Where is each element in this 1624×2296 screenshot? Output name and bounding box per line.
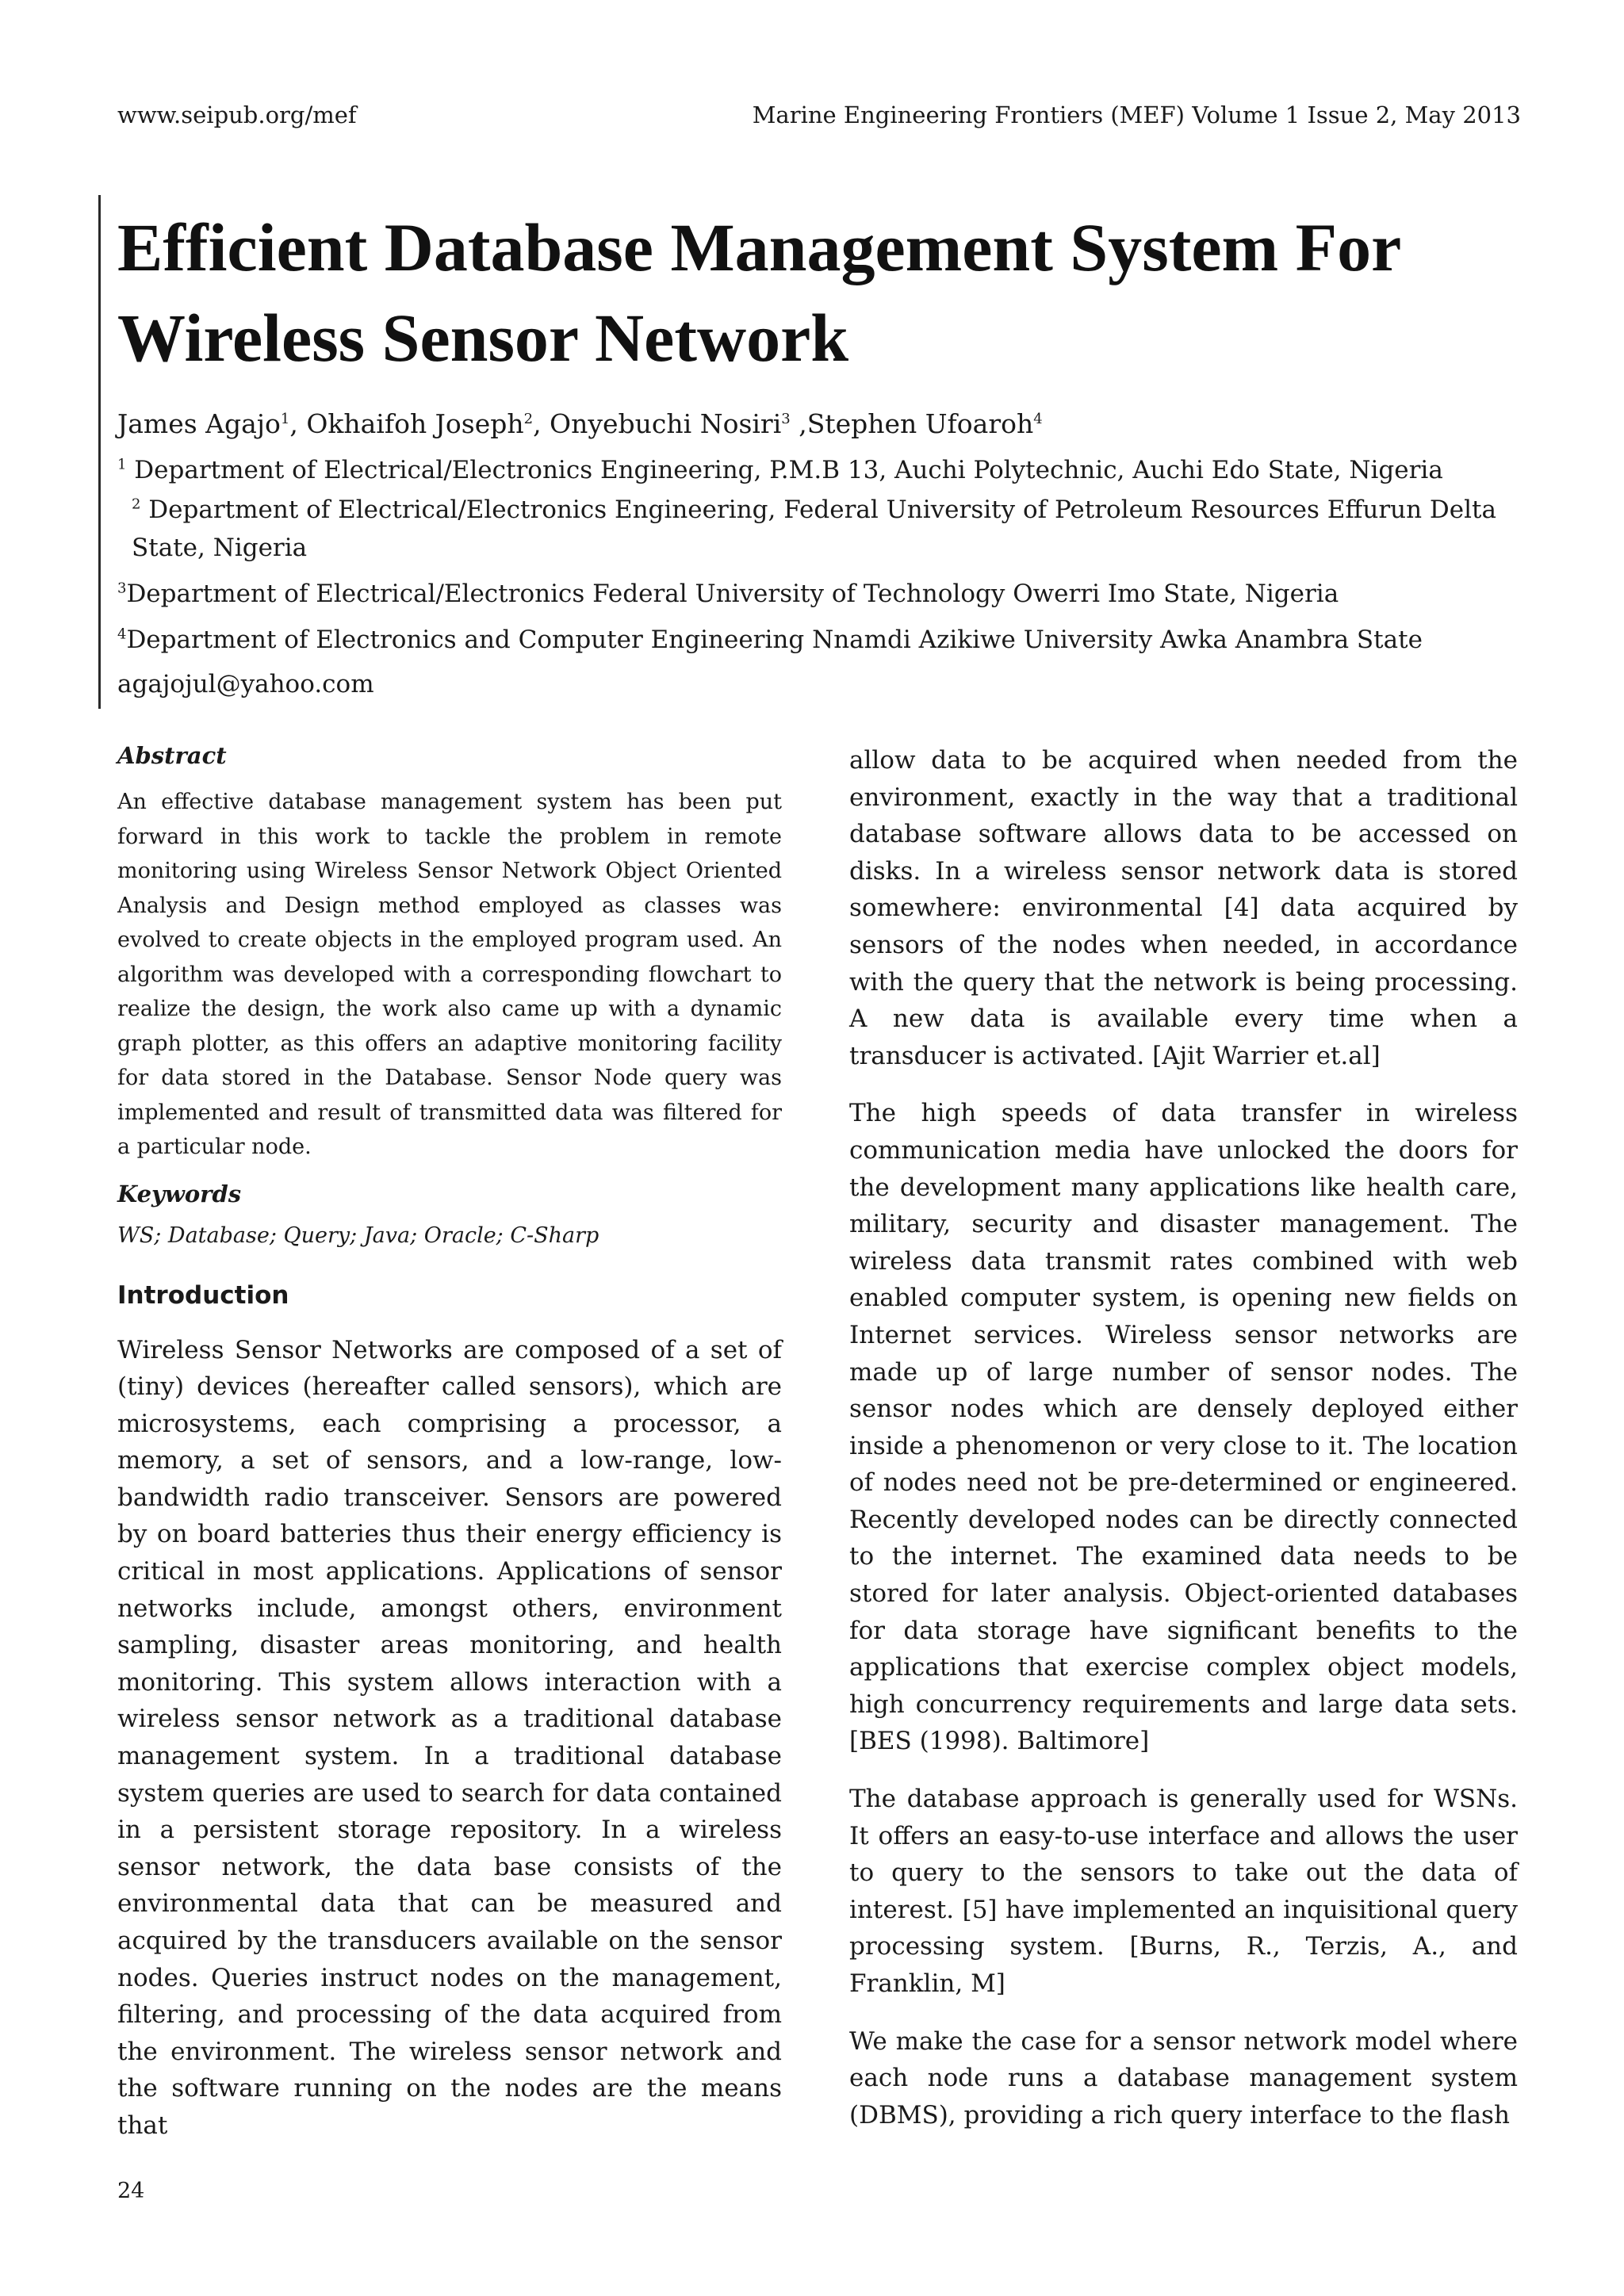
author-sup: 4 bbox=[1033, 411, 1043, 427]
author-name: ,Stephen Ufoaroh bbox=[790, 408, 1034, 439]
introduction-heading: Introduction bbox=[117, 1280, 289, 1310]
author-sup: 1 bbox=[280, 411, 290, 427]
affiliation-2 bbox=[117, 491, 1529, 567]
page-number: 24 bbox=[117, 2179, 145, 2203]
paper-title bbox=[117, 202, 1529, 383]
body-paragraph-1: allow data to be acquired when needed from the environment, exactly in the way that a traditional database software allows data to be accessed on disks. In a wireless sensor network data is stored somewhere: environmental [4] data acquired by sensors of the nodes when needed, in accordance with the query that the network is being processing. A new data is available every time when a transducer is activated. [Ajit Warrier et.al] bbox=[849, 746, 1518, 1070]
journal-url: www.seipub.org/mef bbox=[117, 101, 357, 128]
right-column bbox=[849, 742, 1518, 2148]
author-email: agajojul@yahoo.com bbox=[117, 670, 374, 698]
affiliation-text: Department of Electronics and Computer Engineering Nnamdi Azikiwe University Awka Anambra State bbox=[126, 626, 1423, 654]
left-column bbox=[117, 742, 782, 2159]
author-name: , Okhaifoh Joseph bbox=[289, 408, 524, 439]
introduction-paragraph-1: Wireless Sensor Networks are composed of a set of (tiny) devices (hereafter called sensors), which are microsystems, each comprising a processor, a memory, a set of sensors, and a low-range, low-bandwidth radio transceiver. Sensors are powered by on board batteries thus their energy efficiency is critical in most applications. Applications of sensor networks include, amongst others, environment sampling, disaster areas monitoring, and health monitoring. This system allows interaction with a wireless sensor network as a traditional database management system. In a traditional database system queries are used to search for data contained in a persistent storage repository. In a wireless sensor network, the data base consists of the environmental data that can be measured and acquired by the transducers available on the sensor nodes. Queries instruct nodes on the management, filtering, and processing of the data acquired from the environment. The wireless sensor network and the software running on the nodes are the means that bbox=[117, 1335, 782, 2140]
body-paragraph-3: The database approach is generally used for WSNs. It offers an easy-to-use interface and allows the user to query to the sensors to take out the data of interest. [5] have implemented an inquisitional query processing system. [Burns, R., Terzis, A., and Franklin, M] bbox=[849, 1785, 1518, 1998]
affiliation-text: Department of Electrical/Electronics Engineering, Federal University of Petroleum Resources Effurun Delta State, Nigeria bbox=[132, 496, 1496, 562]
paper-title-line-2: Wireless Sensor Network bbox=[117, 300, 849, 376]
abstract-text: An effective database management system has been put forward in this work to tackle the problem in remote monitoring using Wireless Sensor Network Object Oriented Analysis and Design method employed as classes was evolved to create objects in the employed program used. An algorithm was developed with a corresponding flowchart to realize the design, the work also came up with a dynamic graph plotter, as this offers an adaptive monitoring facility for data stored in the Database. Sensor Node query was implemented and result of transmitted data was filtered for a particular node. bbox=[117, 790, 782, 1159]
affiliation-4 bbox=[117, 619, 1529, 660]
affiliation-list bbox=[117, 450, 1529, 705]
affiliation-marker: 3 bbox=[117, 580, 127, 597]
title-block bbox=[117, 202, 1529, 705]
author-sup: 2 bbox=[523, 411, 534, 427]
affiliation-marker: 2 bbox=[132, 496, 141, 513]
affiliation-marker: 4 bbox=[117, 626, 127, 643]
affiliation-text: Department of Electrical/Electronics Federal University of Technology Owerri Imo State, Nigeria bbox=[126, 580, 1339, 608]
author-list bbox=[117, 407, 1529, 442]
body-paragraph-2: The high speeds of data transfer in wireless communication media have unlocked the doors for the development many applications like health care, military, security and disaster management. The wireless data transmit rates combined with web enabled computer system, is opening new fields on Internet services. Wireless sensor networks are made up of large number of sensor nodes. The sensor nodes which are densely deployed either inside a phenomenon or very close to it. The location of nodes need not be pre-determined or engineered. Recently developed nodes can be directly connected to the internet. The examined data needs to be stored for later analysis. Object-oriented databases for data storage have significant benefits to the applications that exercise complex object models, high concurrency requirements and large data sets. [BES (1998). Baltimore] bbox=[849, 1099, 1518, 1756]
author-name: James Agajo bbox=[117, 408, 281, 439]
keywords-text: WS; Database; Query; Java; Oracle; C-Sharp bbox=[117, 1223, 599, 1248]
author-name: , Onyebuchi Nosiri bbox=[533, 408, 782, 439]
affiliation-3 bbox=[117, 573, 1529, 614]
affiliation-marker: 1 bbox=[117, 456, 127, 473]
affiliation-text: Department of Electrical/Electronics Engineering, P.M.B 13, Auchi Polytechnic, Auchi Edo State, Nigeria bbox=[126, 456, 1443, 484]
body-paragraph-4: We make the case for a sensor network model where each node runs a database management system (DBMS), providing a rich query interface to the flash bbox=[849, 2026, 1518, 2130]
paper-title-line-1: Efficient Database Management System For bbox=[117, 209, 1402, 285]
affiliation-1 bbox=[117, 450, 1529, 491]
abstract-heading: Abstract bbox=[117, 742, 227, 769]
author-sup: 3 bbox=[781, 411, 791, 427]
title-accent-bar bbox=[98, 195, 101, 709]
keywords-heading: Keywords bbox=[117, 1180, 242, 1207]
journal-citation: Marine Engineering Frontiers (MEF) Volume 1 Issue 2, May 2013 bbox=[752, 101, 1521, 128]
